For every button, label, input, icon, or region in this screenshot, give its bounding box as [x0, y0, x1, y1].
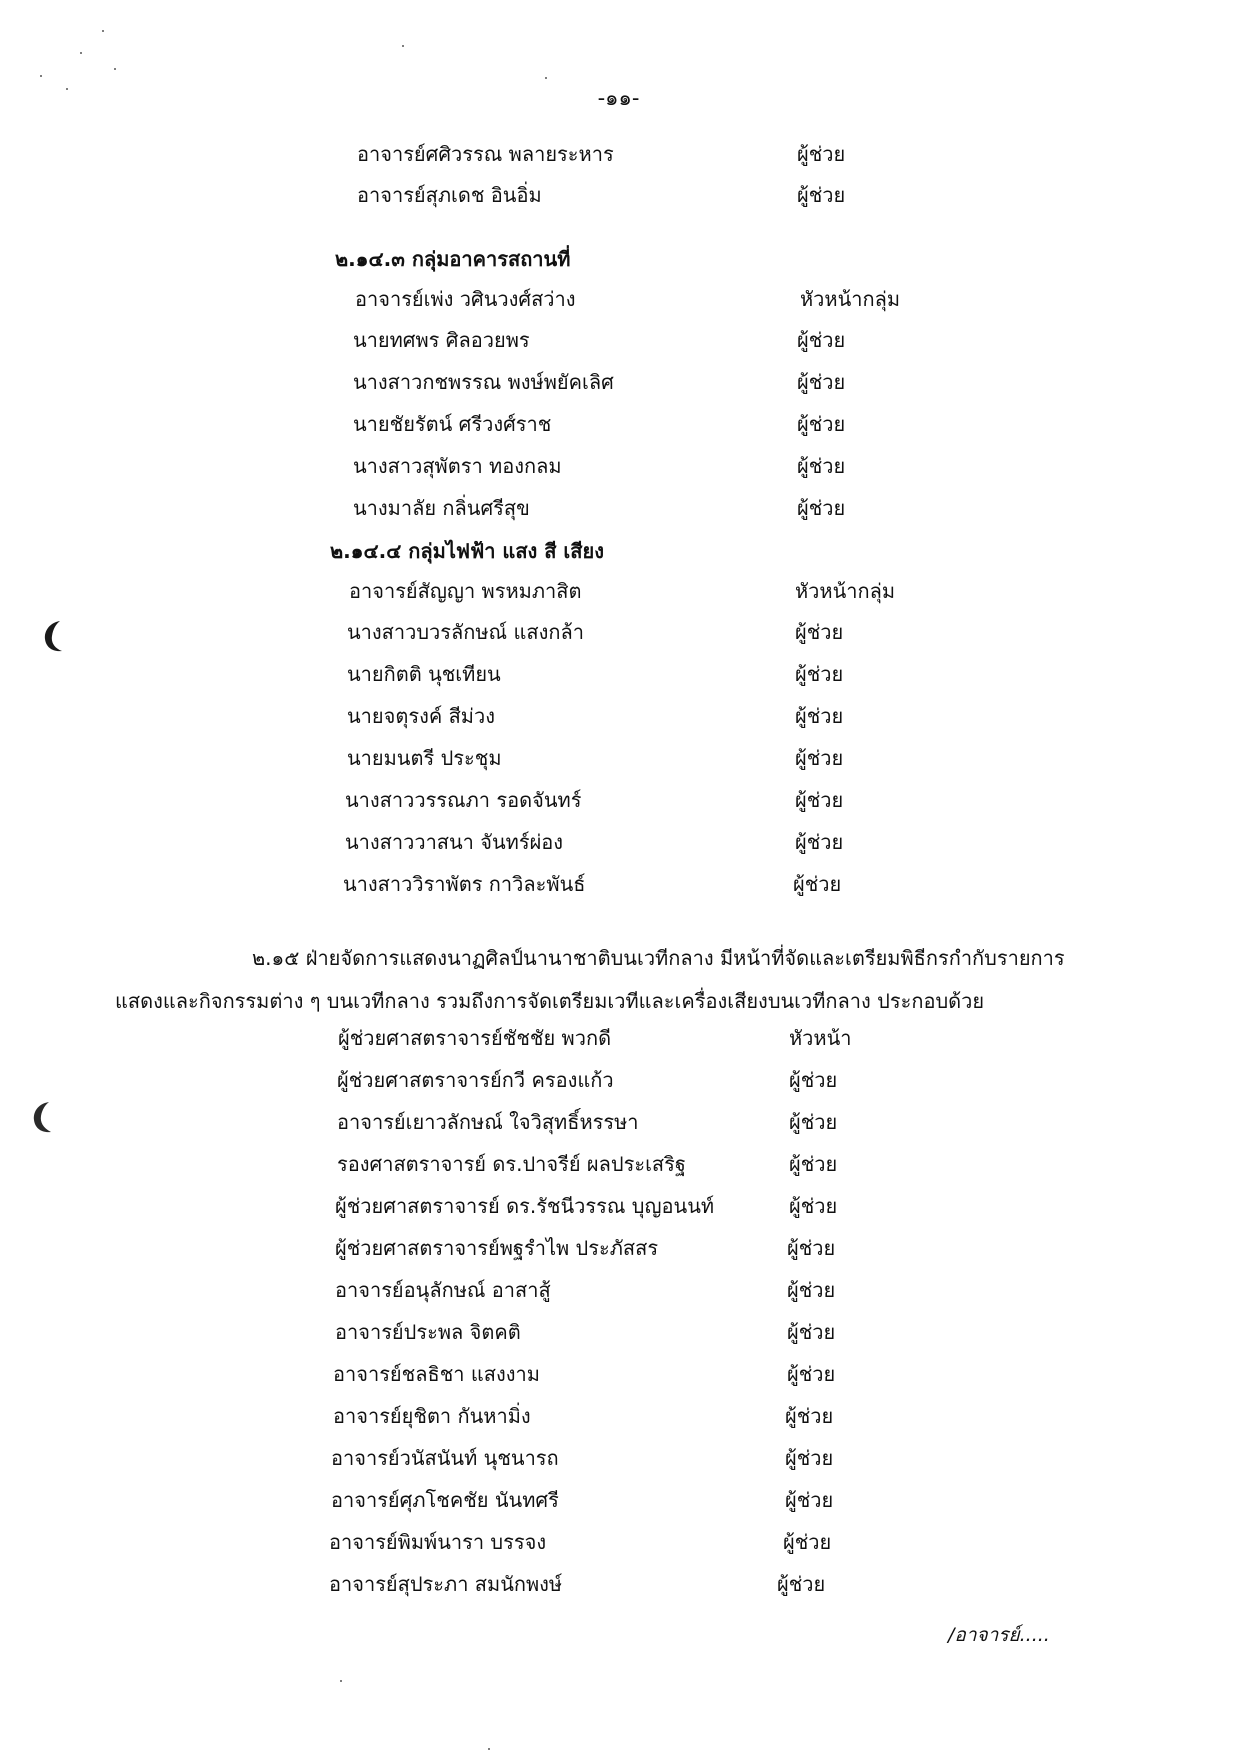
member-name: นางสาวกชพรรณ พงษ์พยัคเลิศ	[353, 370, 614, 394]
list-item	[0, 1480, 1237, 1520]
scan-speck	[340, 1680, 342, 1682]
member-name: นางสาววรรณภา รอดจันทร์	[345, 788, 582, 812]
list-item	[0, 1354, 1237, 1394]
member-role: ผู้ช่วย	[789, 1068, 838, 1092]
list-item	[0, 279, 1237, 319]
member-role: ผู้ช่วย	[785, 1446, 834, 1470]
member-name: รองศาสตราจารย์ ดร.ปาจรีย์ ผลประเสริฐ	[337, 1152, 686, 1176]
member-role: ผู้ช่วย	[787, 1362, 836, 1386]
punch-hole-mark	[30, 1098, 52, 1136]
member-name: นางสาววิราพัตร กาวิละพันธ์	[343, 872, 586, 896]
section-heading: ๒.๑๔.๔ กลุ่มไฟฟ้า แสง สี เสียง	[330, 539, 604, 563]
member-name: อาจารย์ประพล จิตคติ	[335, 1320, 521, 1344]
scan-speck	[114, 68, 116, 70]
list-item	[0, 696, 1237, 736]
member-role: ผู้ช่วย	[795, 788, 844, 812]
member-name: อาจารย์สัญญา พรหมภาสิต	[349, 579, 582, 603]
paragraph-line: ๒.๑๕ ฝ่ายจัดการแสดงนาฏศิลป์นานาชาติบนเวทีกลาง มีหน้าที่จัดและเตรียมพิธีกรกำกับรายการ	[252, 946, 1065, 970]
member-name: อาจารย์ศศิวรรณ พลายระหาร	[357, 142, 614, 166]
member-role: ผู้ช่วย	[777, 1572, 826, 1596]
member-name: อาจารย์ศุภโชคชัย นันทศรี	[331, 1488, 559, 1512]
member-role: ผู้ช่วย	[795, 704, 844, 728]
list-item	[0, 362, 1237, 402]
list-item	[0, 1312, 1237, 1352]
member-name: อาจารย์เยาวลักษณ์ ใจวิสุทธิ์หรรษา	[337, 1110, 639, 1134]
list-item	[0, 864, 1237, 904]
member-name: อาจารย์เพ่ง วศินวงศ์สว่าง	[355, 287, 576, 311]
list-item	[0, 1396, 1237, 1436]
list-item	[0, 1522, 1237, 1562]
member-role: หัวหน้ากลุ่ม	[795, 579, 896, 603]
list-item	[0, 320, 1237, 360]
list-item	[0, 822, 1237, 862]
list-item	[0, 446, 1237, 486]
member-role: ผู้ช่วย	[797, 328, 846, 352]
member-role: ผู้ช่วย	[785, 1404, 834, 1428]
member-role: ผู้ช่วย	[795, 746, 844, 770]
scan-speck	[80, 52, 82, 54]
member-name: นางมาลัย กลิ่นศรีสุข	[353, 496, 530, 520]
member-role: ผู้ช่วย	[797, 454, 846, 478]
member-role: ผู้ช่วย	[795, 620, 844, 644]
scan-speck	[545, 77, 547, 79]
list-item	[0, 1270, 1237, 1310]
member-name: อาจารย์สุภเดช อินอิ่ม	[357, 183, 542, 207]
member-name: อาจารย์วนัสนันท์ นุชนารถ	[331, 1446, 559, 1470]
list-item	[0, 134, 1237, 174]
list-item	[0, 175, 1237, 215]
list-item	[0, 1018, 1237, 1058]
list-item	[0, 1228, 1237, 1268]
list-item	[0, 1144, 1237, 1184]
list-item	[0, 488, 1237, 528]
member-name: ผู้ช่วยศาสตราจารย์พฐรำไพ ประภัสสร	[335, 1236, 659, 1260]
member-role: หัวหน้า	[789, 1026, 852, 1050]
member-role: ผู้ช่วย	[797, 183, 846, 207]
member-name: นายชัยรัตน์ ศรีวงศ์ราช	[353, 412, 552, 436]
member-name: ผู้ช่วยศาสตราจารย์กวี ครองแก้ว	[337, 1068, 614, 1092]
member-name: อาจารย์ยุชิตา กันหามิ่ง	[333, 1404, 531, 1428]
member-role: ผู้ช่วย	[785, 1488, 834, 1512]
member-name: นางสาววาสนา จันทร์ผ่อง	[345, 830, 564, 854]
scan-speck	[488, 1748, 490, 1750]
scan-speck	[40, 75, 42, 77]
list-item	[0, 404, 1237, 444]
member-name: ผู้ช่วยศาสตราจารย์ ดร.รัชนีวรรณ บุญอนนท์	[335, 1194, 715, 1218]
member-name: นายมนตรี ประชุม	[347, 746, 502, 770]
member-name: อาจารย์อนุลักษณ์ อาสาสู้	[335, 1278, 551, 1302]
member-role: ผู้ช่วย	[789, 1110, 838, 1134]
list-item	[0, 780, 1237, 820]
scan-speck	[66, 88, 68, 90]
list-item	[0, 654, 1237, 694]
member-role: ผู้ช่วย	[787, 1320, 836, 1344]
member-name: นางสาวสุพัตรา ทองกลม	[353, 454, 562, 478]
list-item	[0, 1564, 1237, 1604]
member-role: หัวหน้ากลุ่ม	[800, 287, 901, 311]
list-item	[0, 1102, 1237, 1142]
member-name: นายทศพร ศิลอวยพร	[353, 328, 530, 352]
list-item	[0, 571, 1237, 611]
member-role: ผู้ช่วย	[795, 830, 844, 854]
punch-hole-mark	[42, 617, 64, 655]
member-name: อาจารย์สุประภา สมนักพงษ์	[329, 1572, 563, 1596]
member-name: ผู้ช่วยศาสตราจารย์ชัชชัย พวกดี	[338, 1026, 612, 1050]
page-number: -๑๑-	[597, 86, 640, 110]
member-name: อาจารย์ชลธิชา แสงงาม	[333, 1362, 540, 1386]
member-role: ผู้ช่วย	[797, 142, 846, 166]
member-role: ผู้ช่วย	[797, 370, 846, 394]
list-item	[0, 1186, 1237, 1226]
member-role: ผู้ช่วย	[797, 412, 846, 436]
member-role: ผู้ช่วย	[795, 662, 844, 686]
member-name: นายกิตติ นุชเทียน	[347, 662, 501, 686]
list-item	[0, 1060, 1237, 1100]
continuation-note: /อาจารย์.....	[948, 1624, 1050, 1646]
member-role: ผู้ช่วย	[787, 1236, 836, 1260]
member-role: ผู้ช่วย	[789, 1194, 838, 1218]
scan-speck	[402, 45, 404, 47]
member-role: ผู้ช่วย	[783, 1530, 832, 1554]
paragraph-line: แสดงและกิจกรรมต่าง ๆ บนเวทีกลาง รวมถึงการจัดเตรียมเวทีและเครื่องเสียงบนเวทีกลาง ประกอบด้วย	[115, 989, 985, 1013]
list-item	[0, 1438, 1237, 1478]
member-role: ผู้ช่วย	[789, 1152, 838, 1176]
member-role: ผู้ช่วย	[787, 1278, 836, 1302]
section-heading: ๒.๑๔.๓ กลุ่มอาคารสถานที่	[335, 247, 571, 271]
member-name: อาจารย์พิมพ์นารา บรรจง	[329, 1530, 547, 1554]
member-role: ผู้ช่วย	[797, 496, 846, 520]
list-item	[0, 738, 1237, 778]
member-role: ผู้ช่วย	[793, 872, 842, 896]
scan-speck	[102, 30, 104, 32]
member-name: นายจตุรงค์ สีม่วง	[347, 704, 495, 728]
member-name: นางสาวบวรลักษณ์ แสงกล้า	[347, 620, 584, 644]
list-item	[0, 612, 1237, 652]
